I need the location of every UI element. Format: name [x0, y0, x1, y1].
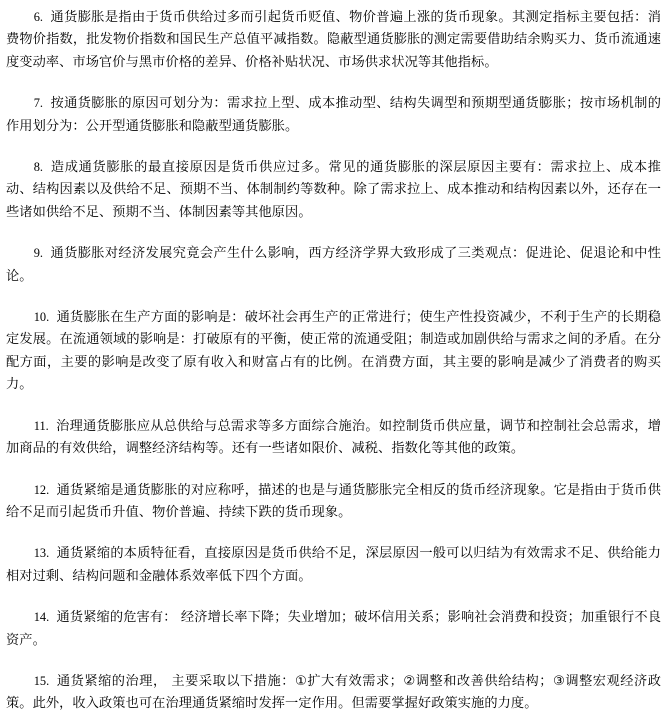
paragraph-text: 通货紧缩是通货膨胀的对应称呼，描述的也是与通货膨胀完全相反的货币经济现象。它是指由于货币供给不足而引起货币升值、物价普遍、持续下跌的货币现象。 — [6, 482, 661, 520]
paragraph-number: 15. — [33, 673, 50, 688]
paragraph-text: 造成通货膨胀的最直接原因是货币供应过多。常见的通货膨胀的深层原因主要有：需求拉上、成本推动、结构因素以及供给不足、预期不当、体制制约等数种。除了需求拉上、成本推动和结构因素以外，还存在一些诸如供给不足、预期不当、体制因素等其他原因。 — [6, 160, 661, 220]
paragraph — [6, 415, 661, 461]
paragraph — [6, 670, 661, 716]
paragraph-text: 通货膨胀是指由于货币供给过多而引起货币贬值、物价普遍上涨的货币现象。其测定指标主要包括：消费物价指数，批发物价指数和国民生产总值平减指数。隐蔽型通货膨胀的测定需要借助结余购买力、货币流通速度变动率、市场官价与黑市价格的差异、价格补贴状况、市场供求状况等其他指标。 — [6, 10, 661, 70]
paragraph-text: 通货膨胀对经济发展究竟会产生什么影响，西方经济学界大致形成了三类观点：促进论、促退论和中性论。 — [6, 246, 661, 284]
paragraph-number: 13. — [33, 546, 50, 561]
paragraph-number: 10. — [33, 310, 50, 325]
paragraph-text: 通货膨胀在生产方面的影响是：破坏社会再生产的正常进行；使生产性投资减少，不利于生产的长期稳定发展。在流通领域的影响是：打破原有的平衡，使正常的流通受阻；制造或加剧供给与需求之间的矛盾。在分配方面，主要的影响是改变了原有收入和财富占有的比例。在消费方面，其主要的影响是减少了消费者的购买力。 — [6, 310, 661, 393]
paragraph-number: 12. — [33, 482, 50, 497]
paragraph-number: 6. — [33, 10, 44, 24]
paragraph — [6, 242, 661, 288]
paragraph-text: 通货紧缩的危害有： 经济增长率下降；失业增加；破坏信用关系；影响社会消费和投资；加重银行不良资产。 — [6, 610, 661, 648]
paragraph-container — [6, 6, 661, 716]
paragraph — [6, 542, 661, 588]
paragraph — [6, 6, 661, 74]
paragraph — [6, 479, 661, 525]
paragraph-text: 通货紧缩的本质特征看，直接原因是货币供给不足，深层原因一般可以归结为有效需求不足、供给能力相对过剩、结构问题和金融体系效率低下四个方面。 — [6, 546, 661, 584]
paragraph-text: 治理通货膨胀应从总供给与总需求等多方面综合施治。如控制货币供应量，调节和控制社会总需求，增加商品的有效供给，调整经济结构等。还有一些诸如限价、减税、指数化等其他的政策。 — [6, 418, 661, 457]
paragraph-number: 11. — [33, 418, 49, 433]
paragraph — [6, 92, 661, 138]
paragraph-number: 7. — [33, 96, 44, 111]
paragraph-number: 9. — [33, 246, 44, 261]
paragraph-number: 8. — [33, 160, 44, 175]
paragraph-text: 通货紧缩的治理， 主要采取以下措施：①扩大有效需求；②调整和改善供给结构；③调整宏观经济政策。此外，收入政策也可在治理通货紧缩时发挥一定作用。但需要掌握好政策实施的力度。 — [6, 673, 661, 712]
paragraph-number: 14. — [33, 610, 50, 625]
paragraph-text: 按通货膨胀的原因可划分为：需求拉上型、成本推动型、结构失调型和预期型通货膨胀；按市场机制的作用划分为：公开型通货膨胀和隐蔽型通货膨胀。 — [6, 96, 661, 134]
paragraph — [6, 156, 661, 224]
paragraph — [6, 306, 661, 397]
paragraph — [6, 606, 661, 652]
